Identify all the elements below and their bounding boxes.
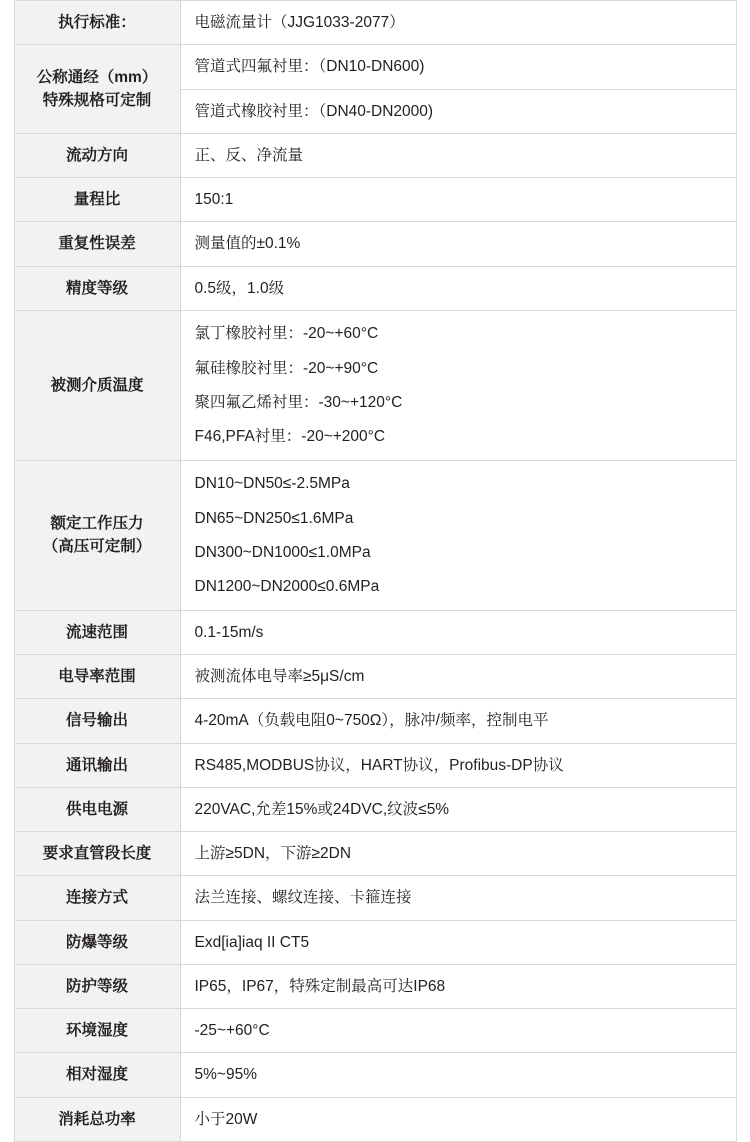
table-row [0, 266, 750, 310]
row-value [180, 699, 736, 743]
row-value-line: 0.1-15m/s [194, 623, 264, 641]
row-label-line: 环境湿度 [65, 1022, 128, 1039]
right-margin [736, 610, 750, 654]
row-label [14, 45, 180, 134]
table-row [0, 964, 750, 1008]
right-margin [736, 1053, 750, 1097]
row-label-line: 精度等级 [65, 279, 128, 297]
row-value [180, 1097, 736, 1141]
table-row [0, 1053, 750, 1097]
right-margin [736, 89, 750, 133]
row-value-line: 管道式橡胶衬里：（DN40-DN2000) [194, 102, 434, 120]
row-label [14, 1097, 180, 1141]
right-margin [736, 45, 750, 89]
row-label-line: 额定工作压力 [50, 515, 144, 532]
row-value [180, 266, 736, 310]
table-row [0, 460, 750, 610]
right-margin [736, 964, 750, 1008]
left-margin [0, 89, 14, 133]
row-label [14, 964, 180, 1008]
row-label [14, 1053, 180, 1097]
right-margin [736, 787, 750, 831]
row-label-line: 消耗总功率 [58, 1110, 136, 1128]
row-label [14, 460, 180, 610]
row-value [180, 133, 736, 177]
left-margin [0, 310, 14, 460]
row-label-line: 供电电源 [65, 800, 128, 818]
row-label [14, 743, 180, 787]
left-margin [0, 1, 14, 45]
row-value [180, 610, 736, 654]
row-value-line: 聚四氟乙烯衬里：-30~+120°C [194, 393, 403, 411]
row-value-line: 法兰连接、螺纹连接、卡箍连接 [194, 889, 412, 907]
row-value [180, 460, 736, 610]
row-label [14, 310, 180, 460]
left-margin [0, 45, 14, 89]
table-row [0, 1, 750, 45]
left-margin [0, 460, 14, 610]
right-margin [736, 920, 750, 964]
row-label-line: 连接方式 [65, 889, 128, 907]
row-value [180, 1053, 736, 1097]
right-margin [736, 310, 750, 460]
row-value-line: 小于20W [194, 1110, 258, 1128]
row-value-line: DN10~DN50≤-2.5MPa [194, 475, 350, 493]
row-value-line: 被测流体电导率≥5μS/cm [194, 668, 365, 685]
row-label-line: 流速范围 [65, 623, 128, 641]
row-value-line: 0.5级，1.0级 [194, 279, 285, 297]
left-margin [0, 1009, 14, 1053]
table-row [0, 178, 750, 222]
row-label [14, 610, 180, 654]
row-label-line: 防爆等级 [65, 933, 128, 951]
row-label-line: 要求直管段长度 [42, 845, 152, 862]
left-margin [0, 610, 14, 654]
row-label-line: 电导率范围 [58, 668, 136, 685]
row-label-line: 量程比 [73, 191, 121, 208]
right-margin [736, 1, 750, 45]
table-row [0, 1097, 750, 1141]
right-margin [736, 133, 750, 177]
left-margin [0, 920, 14, 964]
row-label [14, 832, 180, 876]
row-value [180, 178, 736, 222]
row-value-line: 管道式四氟衬里：（DN10-DN600) [194, 58, 425, 76]
row-value [180, 876, 736, 920]
row-value [180, 222, 736, 266]
table-row [0, 1009, 750, 1053]
left-margin [0, 787, 14, 831]
table-row [0, 222, 750, 266]
row-label-line: 执行标准： [58, 14, 136, 31]
table-row [0, 45, 750, 89]
row-label-line: 通讯输出 [65, 756, 128, 774]
row-value-line: 上游≥5DN，下游≥2DN [194, 845, 352, 862]
right-margin [736, 876, 750, 920]
row-label-line: 防护等级 [65, 977, 128, 995]
row-value-line: 测量值的±0.1% [194, 235, 301, 253]
row-value-line: Exd[ia]iaq II CT5 [194, 933, 310, 951]
row-value [180, 89, 736, 133]
row-value-line: 4-20mA（负载电阻0~750Ω），脉冲/频率，控制电平 [194, 712, 549, 730]
row-value [180, 787, 736, 831]
row-label [14, 1, 180, 45]
row-label [14, 1009, 180, 1053]
table-row [0, 876, 750, 920]
right-margin [736, 655, 750, 699]
row-value [180, 743, 736, 787]
left-margin [0, 1097, 14, 1141]
table-row [0, 310, 750, 460]
row-label-line: 相对湿度 [65, 1066, 128, 1084]
row-value-line: F46,PFA衬里：-20~+200°C [194, 428, 386, 445]
left-margin [0, 655, 14, 699]
table-row [0, 699, 750, 743]
row-label [14, 222, 180, 266]
table-row [0, 743, 750, 787]
left-margin [0, 266, 14, 310]
row-label [14, 920, 180, 964]
row-value [180, 832, 736, 876]
left-margin [0, 178, 14, 222]
right-margin [736, 1097, 750, 1141]
table-row [0, 133, 750, 177]
row-value [180, 920, 736, 964]
right-margin [736, 178, 750, 222]
row-label [14, 266, 180, 310]
right-margin [736, 743, 750, 787]
right-margin [736, 699, 750, 743]
row-label [14, 133, 180, 177]
left-margin [0, 832, 14, 876]
row-value-line: 150:1 [194, 191, 234, 208]
table-row [0, 787, 750, 831]
row-label-line: 特殊规格可定制 [42, 92, 152, 109]
left-margin [0, 876, 14, 920]
row-label-line: （高压可定制） [42, 538, 152, 556]
row-label-line: 信号输出 [65, 712, 128, 730]
right-margin [736, 1009, 750, 1053]
row-value-line: 5%~95% [194, 1066, 257, 1084]
row-value [180, 655, 736, 699]
row-value-line: 正、反、净流量 [194, 146, 304, 164]
table-row [0, 832, 750, 876]
row-value [180, 1009, 736, 1053]
right-margin [736, 460, 750, 610]
left-margin [0, 1053, 14, 1097]
left-margin [0, 699, 14, 743]
row-value [180, 45, 736, 89]
row-value-line: IP65，IP67，特殊定制最高可达IP68 [194, 977, 446, 995]
row-label [14, 876, 180, 920]
row-value-line: -25~+60°C [194, 1022, 270, 1039]
table-row [0, 655, 750, 699]
right-margin [736, 832, 750, 876]
row-label [14, 699, 180, 743]
row-label [14, 655, 180, 699]
row-value [180, 310, 736, 460]
table-row [0, 610, 750, 654]
row-label [14, 787, 180, 831]
row-value-line: DN65~DN250≤1.6MPa [194, 509, 354, 527]
row-value [180, 1, 736, 45]
left-margin [0, 964, 14, 1008]
left-margin [0, 133, 14, 177]
row-label-line: 流动方向 [65, 146, 128, 164]
right-margin [736, 222, 750, 266]
row-label [14, 178, 180, 222]
table-row [0, 920, 750, 964]
right-margin [736, 266, 750, 310]
row-value-line: 氯丁橡胶衬里：-20~+60°C [194, 325, 379, 343]
row-label-line: 被测介质温度 [50, 376, 144, 394]
row-value-line: DN1200~DN2000≤0.6MPa [194, 578, 380, 595]
row-label-line: 重复性误差 [58, 235, 136, 253]
row-value [180, 964, 736, 1008]
row-label-line: 公称通经（mm） [36, 68, 158, 86]
left-margin [0, 222, 14, 266]
row-value-line: 氟硅橡胶衬里：-20~+90°C [194, 359, 379, 377]
row-value-line: DN300~DN1000≤1.0MPa [194, 543, 371, 561]
left-margin [0, 743, 14, 787]
specification-table-body [0, 1, 750, 1142]
row-value-line: 电磁流量计（JJG1033-2077） [194, 14, 405, 31]
row-value-line: RS485,MODBUS协议，HART协议，Profibus-DP协议 [194, 756, 564, 774]
row-value-line: 220VAC,允差15%或24DVC,纹波≤5% [194, 800, 450, 818]
